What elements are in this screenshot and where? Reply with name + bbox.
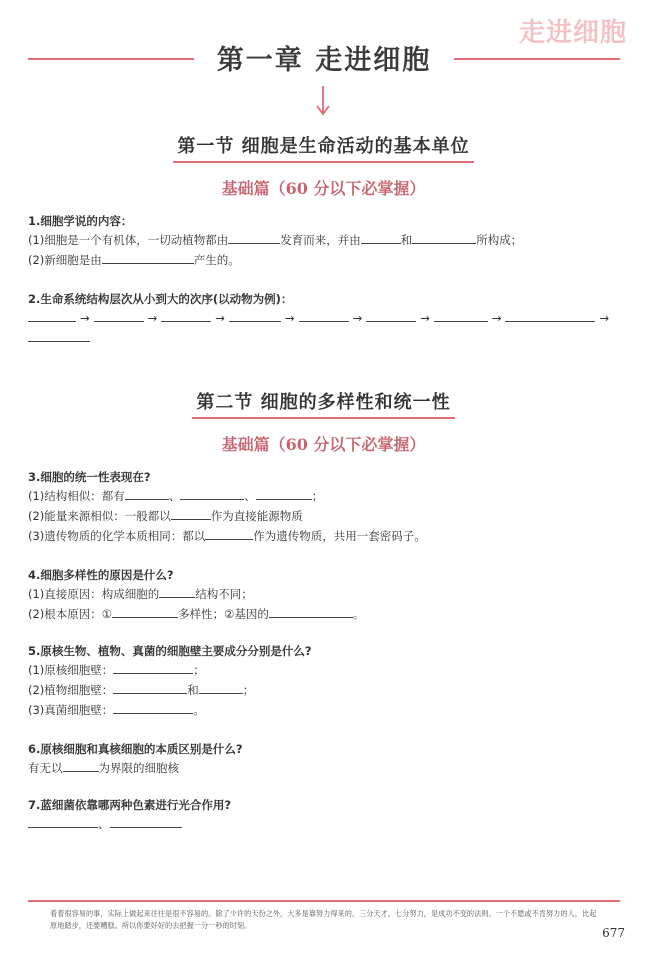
question-4 [28,566,628,624]
question-3-title: 3.细胞的统一性表现在? [28,470,151,484]
footer-quote: 看着很容易的事，实际上做起来往往是很不容易的。除了少许的天份之外，大多是靠努力得来的，三分天才，七分努力，是成功不变的法则。一个不愿或不肯努力的人，比起原地踏步，还要糟糕。所以你要好好的去把握一分一秒的时刻。 [50,909,597,930]
blank[interactable] [171,507,211,520]
question-7-title: 7.蓝细菌依靠哪两种色素进行光合作用? [28,798,232,812]
page-number: 677 [602,926,625,940]
question-5-line-1: (1)原核细胞壁： ； [28,663,205,677]
blank[interactable] [102,251,194,264]
question-7 [28,796,628,834]
question-1-line-2: (2)新细胞是由 产生的。 [28,253,240,267]
blank[interactable] [113,681,187,694]
question-1-line-1: (1)细胞是一个有机体，一切动植物都由 发育而来，并由 和 所构成； [28,233,523,247]
blank[interactable] [110,815,182,828]
question-3-line-1: (1)结构相似：都有 、 、 ； [28,489,324,503]
blank[interactable] [28,329,90,342]
blank[interactable] [228,231,280,244]
blank[interactable] [205,527,253,540]
question-7-line-1: 、 [28,814,628,834]
blank[interactable] [28,815,98,828]
question-1 [28,212,628,270]
blank[interactable] [199,681,243,694]
question-2-chain: → → → → → → → → [28,308,628,328]
question-6-line-1: 有无以 为界限的细胞核 [28,761,179,775]
blank[interactable] [94,309,144,322]
chapter-rule-right [454,58,620,60]
blank[interactable] [112,605,178,618]
blank[interactable] [361,231,401,244]
blank[interactable] [434,309,488,322]
question-3 [28,468,628,546]
section-2-subtitle: 基础篇（60 分以下必掌握） [221,435,426,454]
blank[interactable] [159,585,195,598]
section-1-subtitle: 基础篇（60 分以下必掌握） [221,179,426,198]
down-arrow-icon [316,86,330,116]
blank[interactable] [256,487,312,500]
question-6 [28,740,628,778]
section-1-title: 第一节 细胞是生命活动的基本单位 [0,132,647,163]
section-2-title: 第二节 细胞的多样性和统一性 [0,388,647,419]
question-2-chain-end [28,328,628,348]
question-5-line-2: (2)植物细胞壁： 和 ； [28,683,255,697]
blank[interactable] [366,309,416,322]
blank[interactable] [269,605,353,618]
question-4-line-2: (2)根本原因：① 多样性；②基因的 。 [28,607,365,621]
blank[interactable] [229,309,281,322]
chapter-header [28,38,620,78]
question-5 [28,642,628,720]
blank[interactable] [161,309,211,322]
blank[interactable] [299,309,349,322]
question-4-title: 4.细胞多样性的原因是什么? [28,568,174,582]
question-3-line-2: (2)能量来源相似：一般都以 作为直接能源物质 [28,509,303,523]
blank[interactable] [63,759,99,772]
question-6-title: 6.原核细胞和真核细胞的本质区别是什么? [28,742,243,756]
blank[interactable] [125,487,169,500]
question-5-title: 5.原核生物、植物、真菌的细胞壁主要成分分别是什么? [28,644,312,658]
blank[interactable] [113,661,193,674]
blank[interactable] [412,231,476,244]
question-5-line-3: (3)真菌细胞壁： 。 [28,703,205,717]
blank[interactable] [180,487,244,500]
question-3-line-3: (3)遗传物质的化学本质相同：都以 作为遗传物质，共用一套密码子。 [28,529,426,543]
chapter-title: 第一章 走进细胞 [216,45,432,76]
blank[interactable] [28,309,76,322]
question-2-title: 2.生命系统结构层次从小到大的次序(以动物为例)： [28,292,293,306]
blank[interactable] [113,701,193,714]
question-1-title: 1.细胞学说的内容： [28,214,133,228]
corner-title: 走进细胞 [518,18,627,48]
question-2 [28,290,628,348]
question-4-line-1: (1)直接原因：构成细胞的 结构不同； [28,587,253,601]
footer-rule [28,900,620,902]
blank[interactable] [505,309,595,322]
